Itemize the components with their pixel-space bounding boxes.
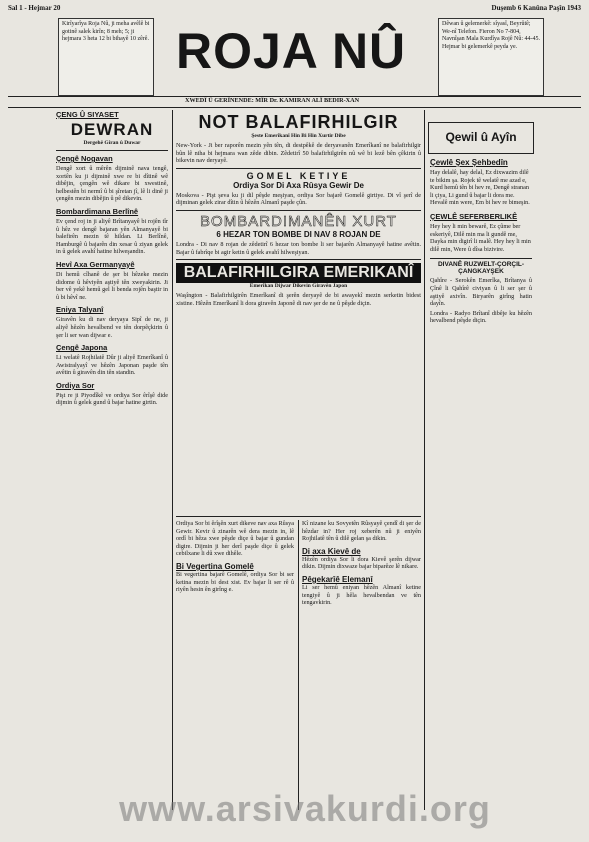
article-7: Kî nizane ku Sovyetên Rûsyayê çendî di şer de hêzdar in? Her roj xeberên nû ji eniyên Rojhilatê tên û dilê gelan şa dikin. [302,520,421,543]
center-lower-right [302,520,421,810]
section-text: Pişt re ji Piyodîkê ve ordiya Sor êrîşê dide dijmin û gelek gund û bajar hatine girtin. [56,391,168,407]
watermark: www.arsivakurdi.org [119,788,491,829]
section-heading: Ordiya Sor [56,380,95,390]
section-heading: Hevî Axa Germanyayê [56,259,135,269]
poem-1: Hay delalê, hay delal, Ez dixwazim dilê te bikim şa. Rojek tê welatê me azad e, Kurd hemû tên bi hev re, Dengê stranan li çiya, Li gund û bajar li dora me. Hevalê min were, Em bi hev re bimeşin. [430,169,530,207]
column-divider [424,110,425,810]
headline-3-sub: 6 HEZAR TON BOMBE DI NAV 8 ROJAN DE [216,229,381,239]
article-8-heading: Pêgekarîê Elemanî [302,574,373,584]
subscription-box: Kirîyarîya Roja Nû, ji meha avêlê bi gotinê salek kirîn; 8 meh; 5; ji hejmara 3 heta 12 bi bihayê 10 zêrê. [58,18,154,96]
section-heading: Çengê Japona [56,343,108,353]
article-7-heading: Di axa Kievê de [302,546,361,556]
article-5-heading: Bi Vegertina Gomelê [176,561,254,571]
masthead-rule-2 [8,107,581,108]
article-8: Hêzên ordiya Sor li dora Kievê şerên dijwar dikin. Dijmin dixwaze bajar biparêze lê nikare. [302,555,421,571]
section-heading: Bombardimana Berlînê [56,206,139,216]
date-label: Duşemb 6 Kanûna Paşîn 1943 [491,4,581,12]
poetry-box [428,122,534,154]
news-text: Qahîre - Serokên Emerîka, Brîtanya û Çînê li Qahîrê civiyan û li ser şer û aştiyê axivîn. Biryarên girîng hatin dayîn. [430,277,532,308]
address-box: Dêwan û gelemerkê: sîyasî, Beyrûtê; We-nî Telefon. Fieron No 7-804, Navnîşan Mala Kurdîya Rojê Nû: 44-45. Hejmar bi gelemerkê peyda ye. [438,18,544,96]
section-text: Li welatê Rojhilatê Dûr ji aliyê Emerîkanî û Awistralyayî ve hêzên Japonan paşde tên avêtin û giravên din tên standin. [56,354,168,377]
article-4: Waşîngton - Balafirhilgirên Emerîkanî di şerên deryayê de bi awayekî mezin serketin bidest xistine. Hêzên Emerîkanî li dora giravên Japonê di nav şer de ne û pêşde diçin. [176,292,421,307]
article-6: Bi vegertina bajarê Gomelê, ordiya Sor bi ser ketina mezin bi dest xist. Ev bajar li ser rê û riyên hesin ên girîng e. [176,570,294,594]
newspaper-title: ROJA NÛ [176,23,407,79]
right-column [430,158,532,810]
headline-4-sub: Emerîkan Dijwar Dikevin Giravên Japon [249,283,348,290]
left-column [56,110,168,810]
headline-1: NOT BALAFIRHILGIR [198,112,399,132]
article-1: New-York - Ji ber raporên mezin yên tên, di destpêkê de deryavanên Emerîkanî ne balafirhilgir bûn lê niha bi hejmara wan zêde dibin. Zêdetirî 50 balafirhilgirên nû wê bi lezê bên çêkirin û bikevin nav deryayê. [176,142,421,165]
section-text: Giravên ku di nav deryaya Sipî de ne, ji aliyê hêzên hevalbend ve tên dorpêçkirin û şer li ser wan dijwar e. [56,316,168,339]
headline-1-sub: Şeste Emerîkanî Hin Bi Hin Xurtir Dibe [251,133,346,139]
article-9: Li ser hemû eniyan hêzên Almanî ketine tengiyê û ji hêla hevalbendan ve tên tengavkirin. [302,583,421,607]
section-text: Dengê xort û mêrên dijminê nava tengê, xortên ku ji dijminê xwe re bi dîtinê wê dibêjin, çengên wê dikare bi xwestinê, helbestên bi nermî û bi şîretan jî, lê li dinê ji çengên mezin dibêjin û pê dikevin. [56,165,168,203]
headline-4: BALAFIRHILGIRA EMERIKANÎ [176,263,421,283]
poem-1-heading: Çewlê Şex Şehbedîn [430,158,508,167]
center-top-block [176,112,421,512]
center-lower-left [176,520,294,810]
publisher-line: XWEDÎ Û GERÎNENDE: MÎR Dr. KAMIRAN ALÎ BEDIR-XAN [185,97,360,104]
headline-2: GOMEL KETIYE [246,170,351,181]
section-text: Di hemû cîhanê de şer bi hêzeke mezin didome û hêviyên aştiyê tên xweyakirin. Ji ber vê yekê hemû gel li benda rojên baştir in û bi hêvî ne. [56,270,168,301]
article-5: Ordiya Sor bi êrîşên xurt dikeve nav axa Rûsya Gewir. Kevir û zinarên wê dera mezin in, lê ordî bi hêza xwe pêşde diçe û bajar û gundan digire. Dijmin ji her derî paşde diçe û gelek cebilxane li dû xwe dihêle. [176,520,294,558]
poem-2-heading: ÇEWLÊ SEFERBERLIKÊ [430,211,518,221]
news-heading: DIVANÊ RUZWELT-ÇORÇIL-ÇANGKAYŞEK [437,261,525,276]
section-heading: Çengê Nogavan [56,154,113,163]
left-kicker: ÇENG Û SIYASET [56,110,119,119]
issue-label: Sal 1 - Hejmar 20 [8,4,61,12]
headline-3: BOMBARDIMANÊN XURT [200,212,397,230]
section-heading: Eniya Talyanî [56,305,104,315]
article-2: Moskova - Pişt şeva ku ji dil pêşde meşiyan, ordiya Sor bajarê Gomelê girtiye. Di vî şerî de dijminan gelek zirar dîtin û hêzên Almanî paşde çûn. [176,191,421,207]
left-title: DEWRAN [70,120,154,139]
left-subtitle: Dergehê Gîran û Duwar [83,140,141,146]
poetry-box-title: Qewil û Ayîn [445,130,517,144]
poem-2: Hey hey li min bewarê, Ez çûme ber eskeriyê, Dilê min ma li gundê me, Dayka min digirî li malê. Hey hey li min dilê min, Were û dîsa bizivire. [430,222,531,253]
article-3: Londra - Di nav 8 rojan de zêdetirî 6 hezar ton bombe li ser bajarên Almanyayê hatine avêtin. Bajar û fabrîqe bi agir ketin û gelek avahî hilweşiyan. [176,240,421,256]
column-divider [172,110,173,810]
section-text: Ev çend roj in ji aliyê Brîtanyayê bi rojên tîr û hêz ve dengê bajaran yên Almanyayê bi balefirên mezin tê hildan. Li Berlînê, Hamburgê û bajarên din xesar û ziyan gelek in û gelek avahî hatine hilweşandin. [56,217,168,256]
headline-2-sub: Ordiya Sor Di Axa Rûsya Gewir De [233,180,364,190]
news-text-2: Londra - Radyo Brîtanî dibêje ku hêzên hevalbend pêşde diçin. [430,309,532,325]
